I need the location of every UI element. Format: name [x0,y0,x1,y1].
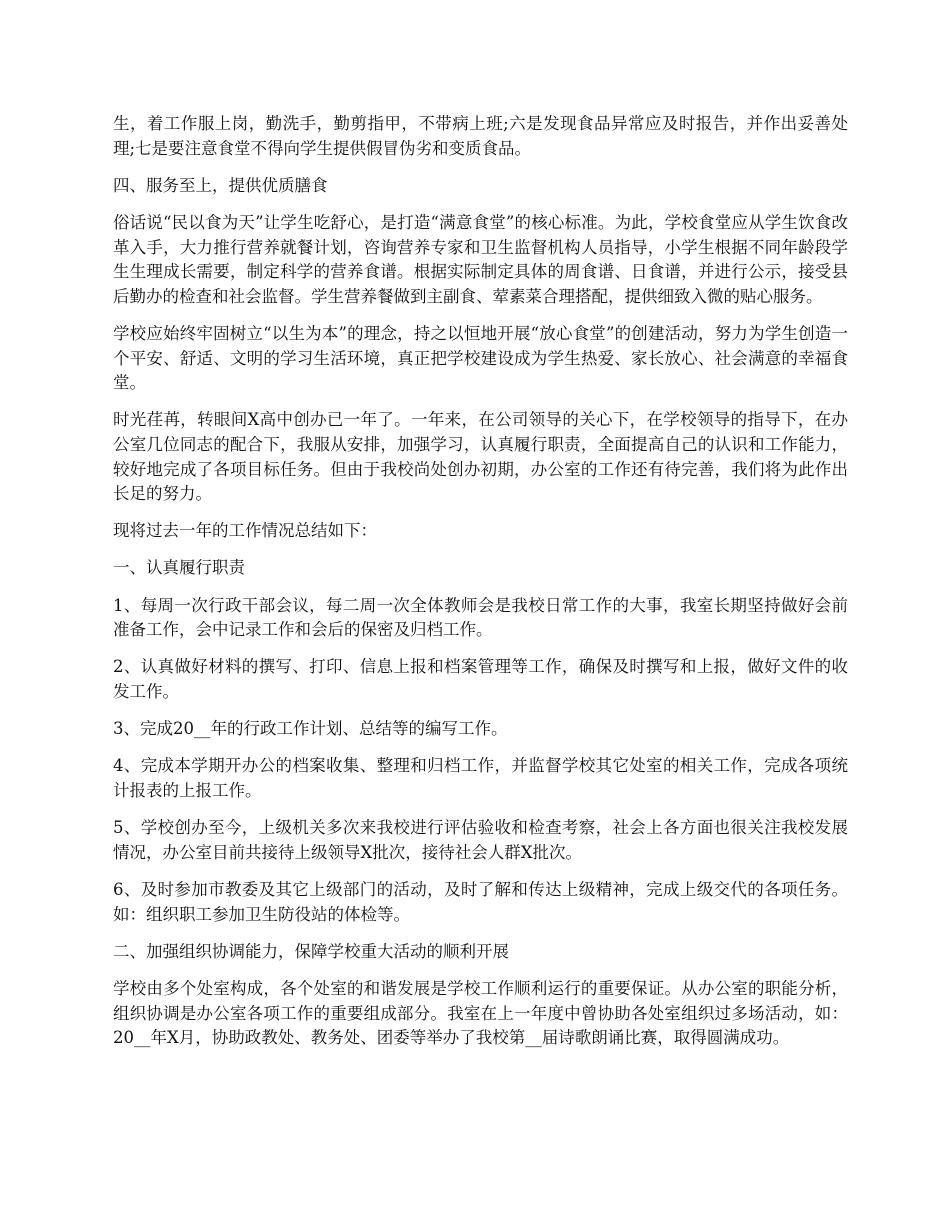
paragraph-year-review: 时光荏苒，转眼间X高中创办已一年了。一年来，在公司领导的关心下，在学校领导的指导下，在办公室几位同志的配合下，我服从安排，加强学习，认真履行职责，全面提高自己的认识和工作能力，较好地完成了各项目标任务。但由于我校尚处创办初期，办公室的工作还有待完善，我们将为此作出长足的努力。 [113,410,848,504]
list-item-2: 2、认真做好材料的撰写、打印、信息上报和档案管理等工作，确保及时撰写和上报，做好文件的收发工作。 [113,657,848,702]
list-item-6: 6、及时参加市教委及其它上级部门的活动，及时了解和传达上级精神，完成上级交代的各项任务。如：组织职工参加卫生防役站的体检等。 [113,879,848,924]
list-item-4: 4、完成本学期开办公的档案收集、整理和归档工作，并监督学校其它处室的相关工作，完成各项统计报表的上报工作。 [113,756,848,800]
paragraph-coordination-detail: 学校由多个处室构成，各个处室的和谐发展是学校工作顺利运行的重要保证。从办公室的职能分析，组织协调是办公室各项工作的重要组成部分。我室在上一年度中曾协助各处室组织过多场活动，如：20__年X月，协助政教处、教务处、团委等举办了我校第__届诗歌朗诵比赛，取得圆满成功。 [113,978,848,1048]
paragraph-student-first: 学校应始终牢固树立“以生为本”的理念，持之以恒地开展“放心食堂”的创建活动，努力为学生创造一个平安、舒适、文明的学习生活环境，真正把学校建设成为学生热爱、家长放心、社会满意的幸福食堂。 [113,323,848,393]
section-heading-duties: 一、认真履行职责 [113,558,245,578]
section-heading-coordination: 二、加强组织协调能力，保障学校重大活动的顺利开展 [113,941,509,961]
list-item-5: 5、学校创办至今，上级机关多次来我校进行评估验收和检查考察，社会上各方面也很关注我校发展情况，办公室目前共接待上级领导X批次，接待社会人群X批次。 [113,818,848,862]
paragraph-food-safety-rules: 生，着工作服上岗，勤洗手，勤剪指甲，不带病上班;六是发现食品异常应及时报告，并作出妥善处理;七是要注意食堂不得向学生提供假冒伪劣和变质食品。 [113,114,848,158]
document-page [113,112,848,1063]
list-item-1: 1、每周一次行政干部会议，每二周一次全体教师会是我校日常工作的大事，我室长期坚持做好会前准备工作，会中记录工作和会后的保密及归档工作。 [113,595,848,640]
section-heading-service: 四、服务至上，提供优质膳食 [113,175,328,195]
paragraph-nutrition-plan: 俗话说“民以食为天”让学生吃舒心，是打造“满意食堂”的核心标准。为此，学校食堂应从学生饮食改革入手，大力推行营养就餐计划，咨询营养专家和卫生监督机构人员指导，小学生根据不同年龄段学生生理成长需要，制定科学的营养食谱。根据实际制定具体的周食谱、日食谱，并进行公示，接受县后勤办的检查和社会监督。学生营养餐做到主副食、荤素菜合理搭配，提供细致入微的贴心服务。 [113,212,848,306]
list-item-3: 3、完成20__年的行政工作计划、总结等的编写工作。 [113,719,508,739]
paragraph-summary-intro: 现将过去一年的工作情况总结如下： [113,521,377,541]
